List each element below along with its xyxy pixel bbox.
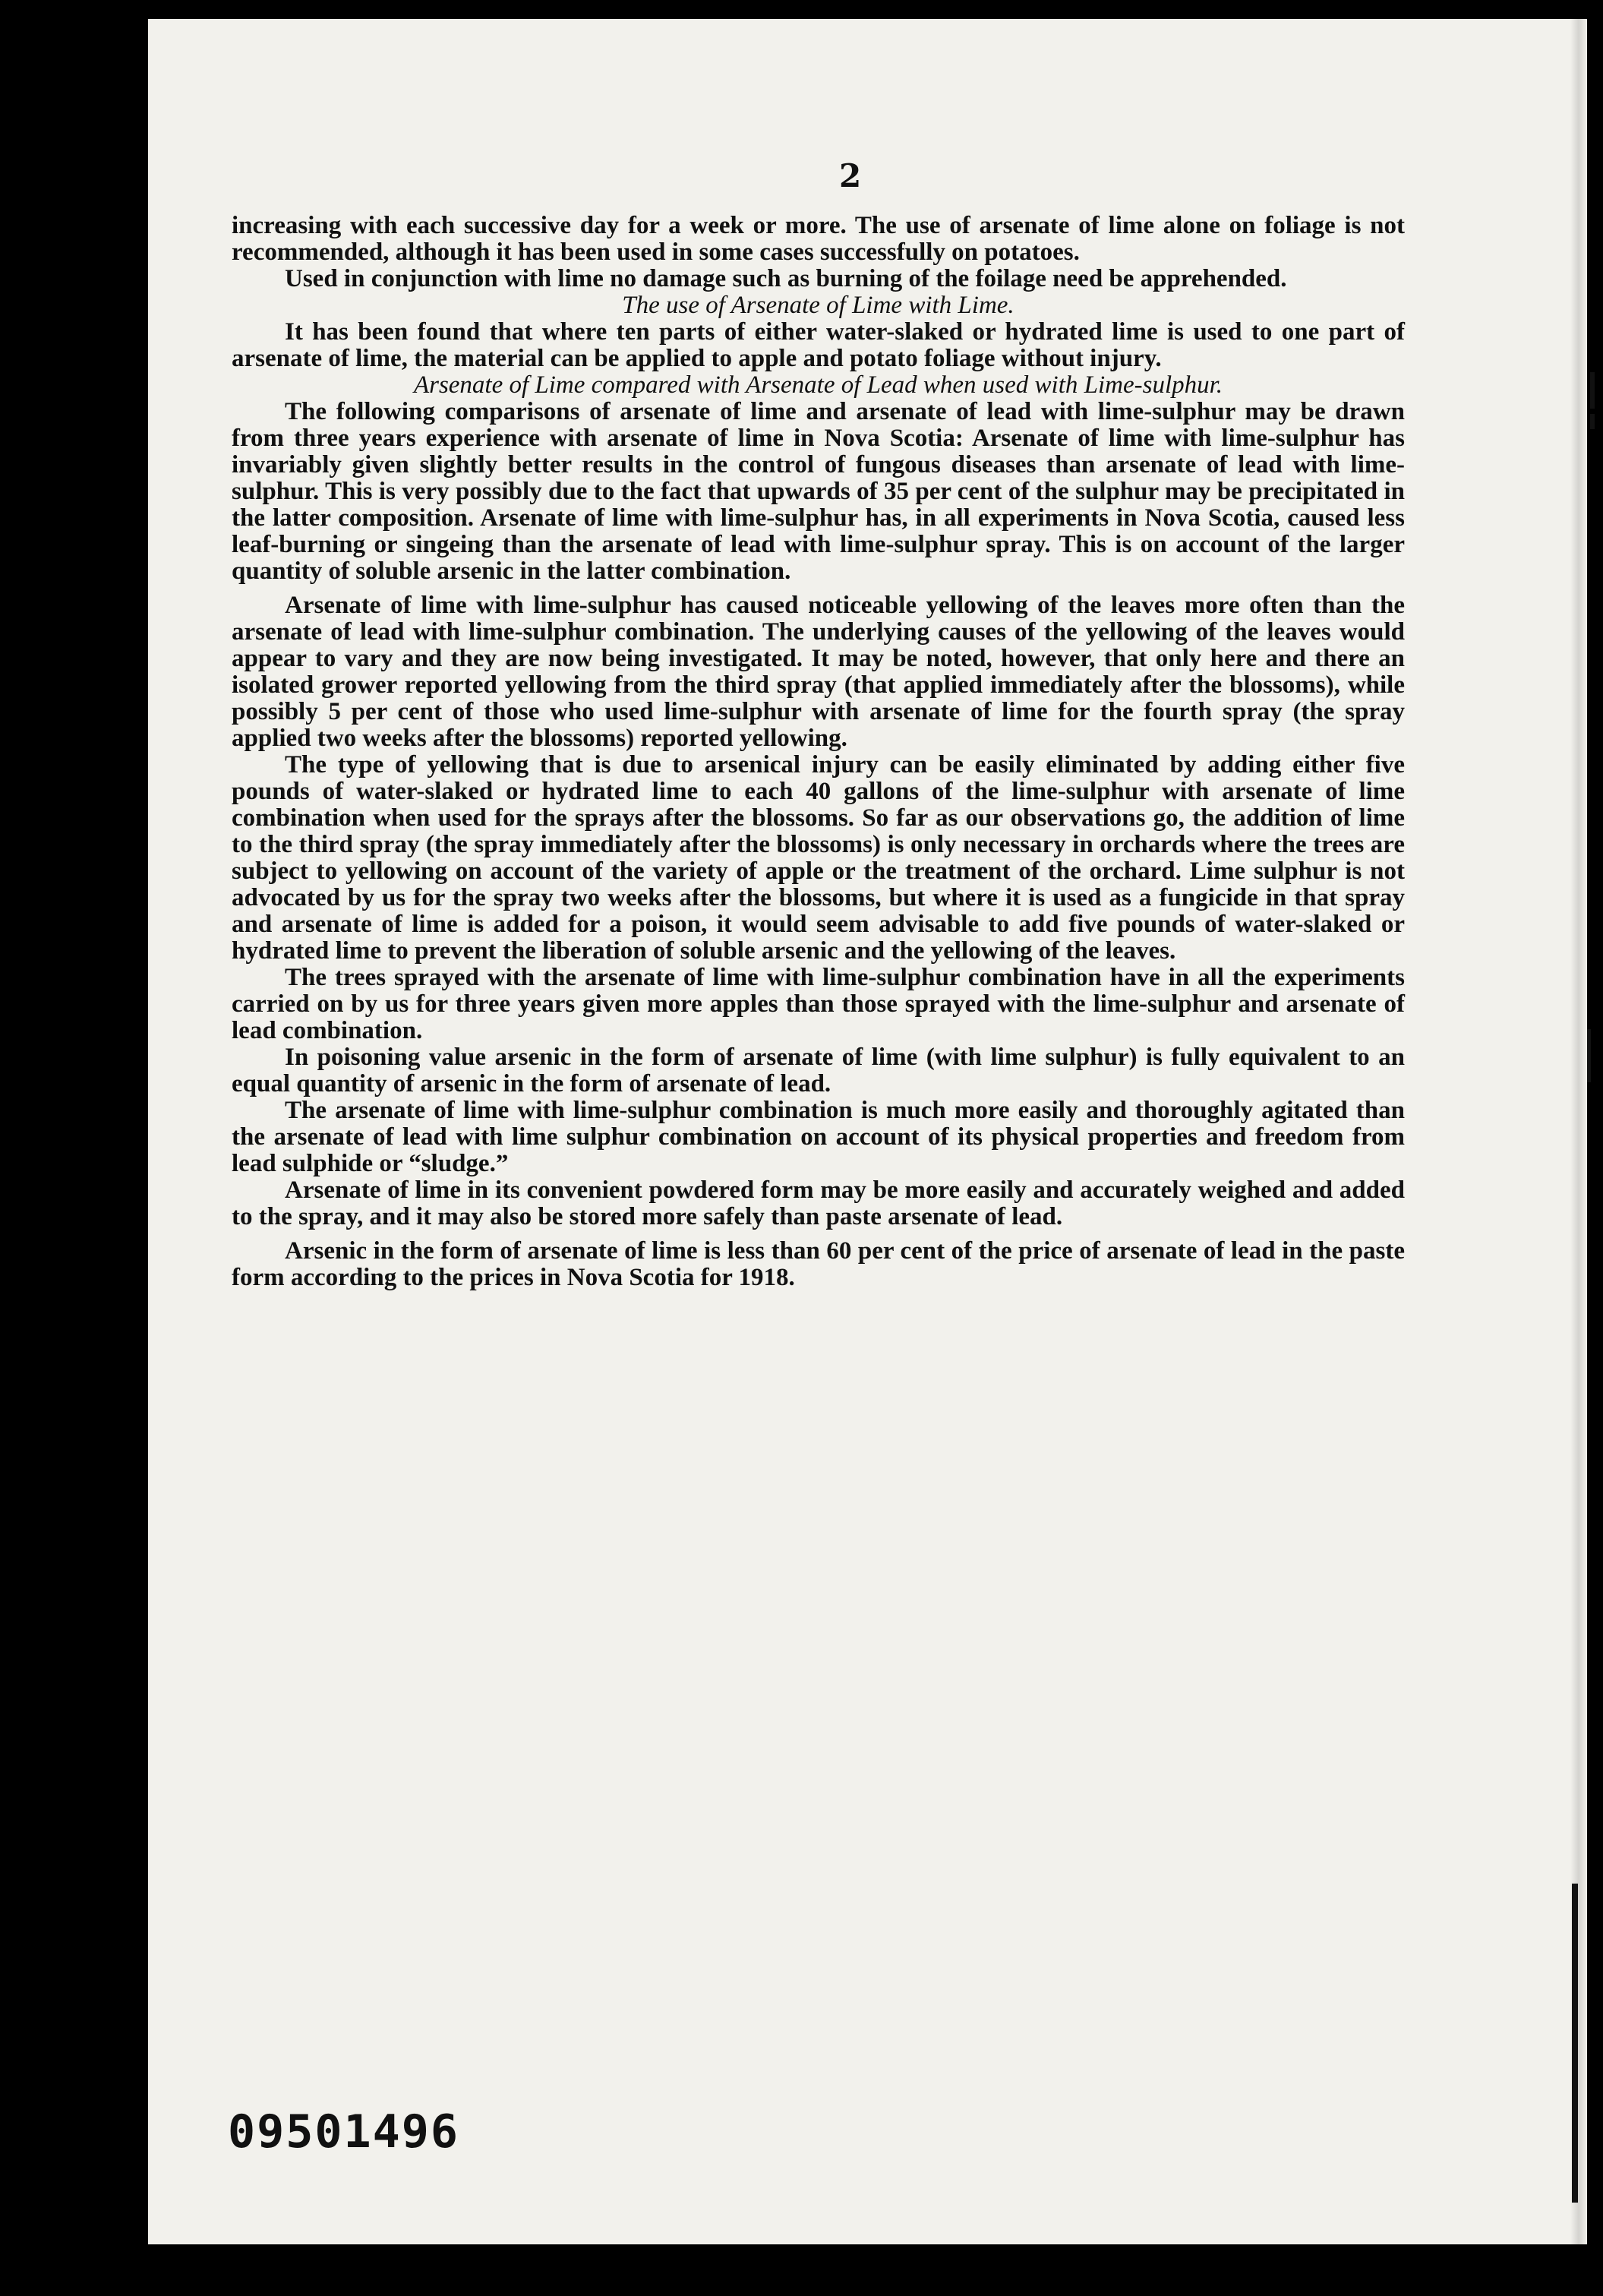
section-heading: Arsenate of Lime compared with Arsenate of Lead when used with Lime-sulphur. bbox=[413, 371, 1223, 399]
film-border bbox=[148, 2244, 1587, 2296]
film-mark bbox=[1587, 1029, 1591, 1082]
paragraph: increasing with each successive day for a week or more. The use of arsenate of lime alone on foliage is not recommended, although it has been used in some cases successfully on potatoes. bbox=[232, 212, 1405, 266]
paragraph: Used in conjunction with lime no damage such as burning of the foilage need be apprehended. bbox=[285, 265, 1287, 292]
paragraph: The trees sprayed with the arsenate of lime with lime-sulphur combination have in all the experiments carried on by us for three years given more apples than those sprayed with the lime-sulphur and arsenate of lead combination. bbox=[232, 964, 1405, 1044]
film-mark bbox=[1572, 1884, 1578, 2203]
paragraph: The following comparisons of arsenate of lime and arsenate of lead with lime-sulphur may be drawn from three years experience with arsenate of lime in Nova Scotia: Arsenate of lime with lime-sulphur has invariably given slightly better results in the control of fungous diseases than arsenate of lead with lime-sulphur. This is very possibly due to the fact that upwards of 35 per cent of the sulphur may be precipitated in the latter composition. Arsenate of lime with lime-sulphur has, in all experiments in Nova Scotia, caused less leaf-burning or singeing than the arsenate of lead with lime-sulphur spray. This is on account of the larger quantity of soluble arsenic in the latter combination. bbox=[232, 398, 1405, 585]
page-number: 2 bbox=[839, 157, 862, 194]
paragraph: Arsenate of lime in its convenient powdered form may be more easily and accurately weighed and added to the spray, and it may also be stored more safely than paste arsenate of lead. bbox=[232, 1176, 1405, 1230]
section-heading: The use of Arsenate of Lime with Lime. bbox=[622, 292, 1014, 319]
paragraph: Arsenic in the form of arsenate of lime is less than 60 per cent of the price of arsenate of lead in the paste form according to the prices in Nova Scotia for 1918. bbox=[232, 1237, 1405, 1291]
paragraph: It has been found that where ten parts of either water-slaked or hydrated lime is used to one part of arsenate of lime, the material can be applied to apple and potato foliage without injury. bbox=[232, 318, 1405, 372]
paragraph: Arsenate of lime with lime-sulphur has caused noticeable yellowing of the leaves more often than the arsenate of lead with lime-sulphur combination. The underlying causes of the yellowing of the leaves would appear to vary and they are now being investigated. It may be noted, however, that only here and there an isolated grower reported yellowing from the third spray (that applied immediately after the blossoms), while possibly 5 per cent of those who used lime-sulphur with arsenate of lime for the fourth spray (the spray applied two weeks after the blossoms) reported yellowing. bbox=[232, 592, 1405, 752]
catalog-number: 09501496 bbox=[228, 2105, 459, 2159]
paragraph: The type of yellowing that is due to arsenical injury can be easily eliminated by adding either five pounds of water-slaked or hydrated lime to each 40 gallons of the lime-sulphur with arsenate of lime combination when used for the sprays after the blossoms. So far as our observations go, the addition of lime to the third spray (the spray immediately after the blossoms) is only necessary in orchards where the trees are subject to yellowing on account of the variety of apple or the treatment of the orchard. Lime sulphur is not advocated by us for the spray two weeks after the blossoms, but where it is used as a fungicide in that spray and arsenate of lime is added for a poison, it would seem advisable to add five pounds of water-slaked or hydrated lime to prevent the liberation of soluble arsenic and the yellowing of the leaves. bbox=[232, 751, 1405, 965]
paragraph: The arsenate of lime with lime-sulphur combination is much more easily and thoroughly agitated than the arsenate of lead with lime sulphur combination on account of its physical properties and freedom from lead sulphide or “sludge.” bbox=[232, 1097, 1405, 1177]
body-text bbox=[232, 213, 1405, 1291]
film-mark bbox=[1590, 414, 1595, 429]
paragraph: In poisoning value arsenic in the form of arsenate of lime (with lime sulphur) is fully equivalent to an equal quantity of arsenic in the form of arsenate of lead. bbox=[232, 1044, 1405, 1097]
film-mark bbox=[1590, 372, 1595, 409]
